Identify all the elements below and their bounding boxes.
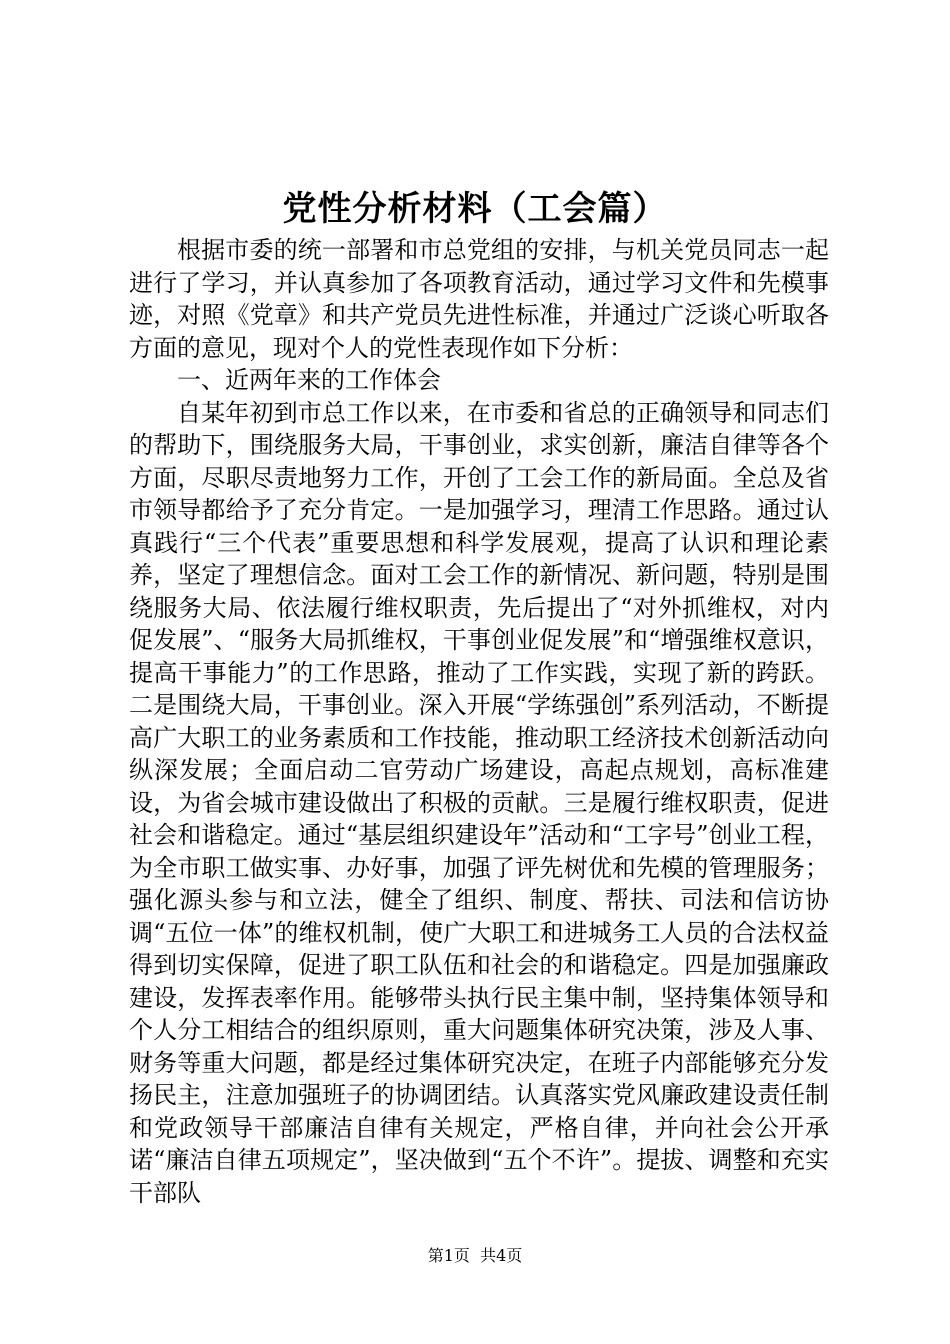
document-title: 党性分析材料（工会篇） xyxy=(282,189,668,229)
page-footer: 第1页 共4页 xyxy=(427,1246,523,1265)
intro-paragraph: 根据市委的统一部署和市总党组的安排，与机关党员同志一起进行了学习，并认真参加了各项教育活动，通过学习文件和先模事迹，对照《党章》和共产党员先进性标准，并通过广泛谈心听取各方面的意见，现对个人的党性表现作如下分析： xyxy=(129,236,829,362)
document-body xyxy=(129,234,829,1209)
section-heading: 一、近两年来的工作体会 xyxy=(177,366,441,394)
section-paragraph: 自某年初到市总工作以来，在市委和省总的正确领导和同志们的帮助下，围绕服务大局，干事创业，求实创新，廉洁自律等各个方面，尽职尽责地努力工作，开创了工会工作的新局面。全总及省市领导都给予了充分肯定。一是加强学习，理清工作思路。通过认真践行“三个代表”重要思想和科学发展观，提高了认识和理论素养，坚定了理想信念。面对工会工作的新情况、新问题，特别是围绕服务大局、依法履行维权职责，先后提出了“对外抓维权，对内促发展”、“服务大局抓维权，干事创业促发展”和“增强维权意识，提高干事能力”的工作思路，推动了工作实践，实现了新的跨跃。二是围绕大局，干事创业。深入开展“学练强创”系列活动，不断提高广大职工的业务素质和工作技能，推动职工经济技术创新活动向纵深发展；全面启动二官劳动广场建设，高起点规划，高标准建设，为省会城市建设做出了积极的贡献。三是履行维权职责，促进社会和谐稳定。通过“基层组织建设年”活动和“工字号”创业工程，为全市职工做实事、办好事，加强了评先树优和先模的管理服务；强化源头参与和立法，健全了组织、制度、帮扶、司法和信访协调“五位一体”的维权机制，使广大职工和进城务工人员的合法权益得到切实保障，促进了职工队伍和社会的和谐稳定。四是加强廉政建设，发挥表率作用。能够带头执行民主集中制，坚持集体领导和个人分工相结合的组织原则，重大问题集体研究决策，涉及人事、财务等重大问题，都是经过集体研究决定，在班子内部能够充分发扬民主，注意加强班子的协调团结。认真落实党风廉政建设责任制和党政领导干部廉洁自律有关规定，严格自律，并向社会公开承诺“廉洁自律五项规定”，坚决做到“五个不许”。提拔、调整和充实干部队 xyxy=(129,398,829,1207)
